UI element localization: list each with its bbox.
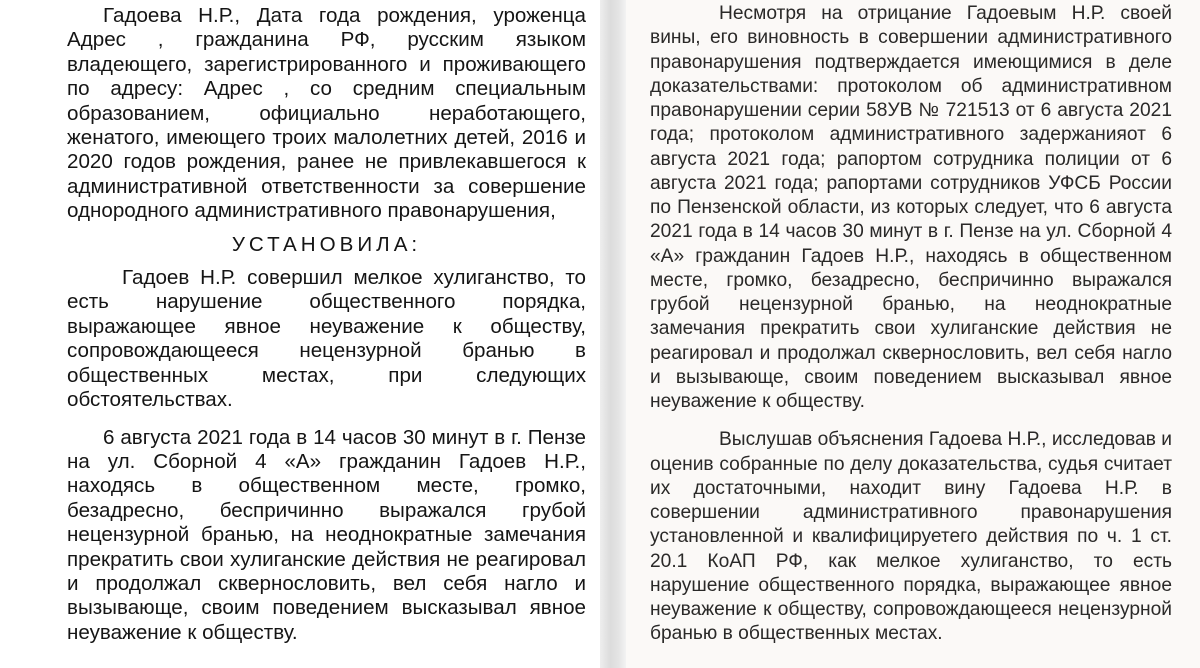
defendant-details-paragraph: Гадоева Н.Р., Дата года рождения, уроженца Адрес , гражданина РФ, русским языком владеющего, зарегистрированного и проживающего по адресу: Адрес , со средним специальным образованием, официально неработающего, женатого, имеющего троих малолетних детей, 2016 и 2020 годов рождения, ранее не привлекавшегося к административной ответственности за совершение однородного административного правонарушения, xyxy=(67,4,586,223)
page-divider xyxy=(600,0,626,668)
incident-description-paragraph: 6 августа 2021 года в 14 часов 30 минут в г. Пензе на ул. Сборной 4 «А» гражданин Гадоев Н.Р., находясь в общественном месте, громко, безадресно, беспричинно выражался грубой нецензурной бранью, на неоднократные замечания прекратить свои хулиганские действия не реагировал и продолжал сквернословить, вел себя нагло и вызывающе, своим поведением высказывал явное неуважение к обществу. xyxy=(67,425,586,644)
evidence-paragraph: Несмотря на отрицание Гадоевым Н.Р. своей вины, его виновность в совершении административного правонарушения подтверждается имеющимися в деле доказательствами: протоколом об административном правонарушении серии 58УВ № 721513 от 6 августа 2021 года; протоколом административного задержанияот 6 августа 2021 года; рапортом сотрудника полиции от 6 августа 2021 года; рапортами сотрудников УФСБ России по Пензенской области, из которых следует, что 6 августа 2021 года в 14 часов 30 минут в г. Пензе на ул. Сборной 4 «А» гражданин Гадоев Н.Р., находясь в общественном месте, громко, безадресно, беспричинно выражался грубой нецензурной бранью, на неоднократные замечания прекратить свои хулиганские действия не реагировал и продолжал сквернословить, вел себя нагло и вызывающе, своим поведением высказывал явное неуважение к обществу. xyxy=(650,3,1172,412)
offense-summary-paragraph: Гадоев Н.Р. совершил мелкое хулиганство, то есть нарушение общественного порядка, выражающее явное неуважение к обществу, сопровождающееся нецензурной бранью в общественных местах, при следующих обстоятельствах. xyxy=(67,266,586,412)
court-conclusion-paragraph: Выслушав объяснения Гадоева Н.Р., исследовав и оценив собранные по делу доказательства, судья считает их достаточными, находит вину Гадоева Н.Р. в совершении административного правонарушения установленной и квалифицируетего действия по ч. 1 ст. 20.1 КоАП РФ, как мелкое хулиганство, то есть нарушение общественного порядка, выражающее явное неуважение к обществу, сопровождающееся нецензурной бранью в общественных местах. xyxy=(650,429,1172,645)
established-heading: УСТАНОВИЛА: xyxy=(231,232,422,256)
right-document-page xyxy=(626,0,1200,668)
